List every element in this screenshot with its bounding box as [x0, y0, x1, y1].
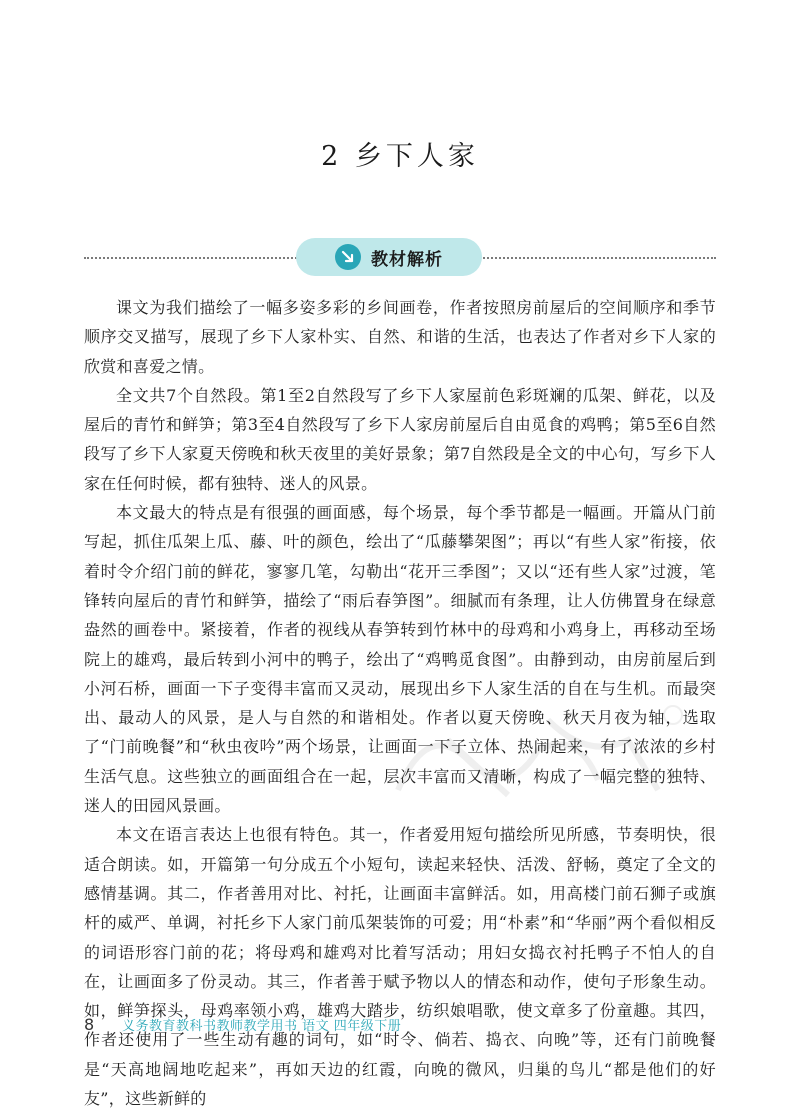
arrow-down-right-icon: [335, 244, 361, 270]
section-label: 教材解析: [371, 249, 443, 270]
section-header: [84, 238, 716, 278]
page-number: 8: [84, 1014, 95, 1034]
section-badge: [296, 238, 482, 276]
lesson-title: 2 乡下人家: [321, 141, 479, 172]
page-footer: [84, 1013, 716, 1035]
book-title: 义务教育教科书教师教学用书 语文 四年级下册: [122, 1018, 402, 1034]
paragraph: 本文在语言表达上也很有特色。其一，作者爱用短句描绘所见所感，节奏明快，很适合朗读。如，开篇第一句分成五个小短句，读起来轻快、活泼、舒畅，奠定了全文的感情基调。其二，作者善用对比、衬托，让画面丰富鲜活。如，用高楼门前石狮子或旗杆的威严、单调，衬托乡下人家门前瓜架装饰的可爱；用“朴素”和“华丽”两个看似相反的词语形容门前的花；将母鸡和雄鸡对比着写活动；用妇女捣衣衬托鸭子不怕人的自在，让画面多了份灵动。其三，作者善于赋予物以人的情态和动作，使句子形象生动。如，鲜笋探头，母鸡率领小鸡，雄鸡大踏步，纺织娘唱歌，使文章多了份童趣。其四，作者还使用了一些生动有趣的词句，如“时令、倘若、捣衣、向晚”等，还有门前晚餐是“天高地阔地吃起来”，再如天边的红霞，向晚的微风，归巢的鸟儿“都是他们的好友”，这些新鲜的: [84, 825, 716, 1109]
paragraph: 本文最大的特点是有很强的画面感，每个场景，每个季节都是一幅画。开篇从门前写起，抓住瓜架上瓜、藤、叶的颜色，绘出了“瓜藤攀架图”；再以“有些人家”衔接，依着时令介绍门前的鲜花，寥寥几笔，勾勒出“花开三季图”；又以“还有些人家”过渡，笔锋转向屋后的青竹和鲜笋，描绘了“雨后春笋图”。细腻而有条理，让人仿佛置身在绿意盎然的画卷中。紧接着，作者的视线从春笋转到竹林中的母鸡和小鸡身上，再移动至场院上的雄鸡，最后转到小河中的鸭子，绘出了“鸡鸭觅食图”。由静到动，由房前屋后到小河石桥，画面一下子变得丰富而又灵动，展现出乡下人家生活的自在与生机。而最突出、最动人的风景，是人与自然的和谐相处。作者以夏天傍晚、秋天月夜为轴，选取了“门前晚餐”和“秋虫夜吟”两个场景，让画面一下子立体、热闹起来，有了浓浓的乡村生活气息。这些独立的画面组合在一起，层次丰富而又清晰，构成了一幅完整的独特、迷人的田园风景画。: [84, 503, 716, 816]
paragraph: 课文为我们描绘了一幅多姿多彩的乡间画卷，作者按照房前屋后的空间顺序和季节顺序交叉描写，展现了乡下人家朴实、自然、和谐的生活，也表达了作者对乡下人家的欣赏和喜爱之情。: [84, 298, 716, 376]
paragraph: 全文共7个自然段。第1至2自然段写了乡下人家屋前色彩斑斓的瓜架、鲜花，以及屋后的青竹和鲜笋；第3至4自然段写了乡下人家房前屋后自由觅食的鸡鸭；第5至6自然段写了乡下人家夏天傍晚和秋天夜里的美好景象；第7自然段是全文的中心句，写乡下人家在任何时候，都有独特、迷人的风景。: [84, 385, 716, 493]
analysis-body: [84, 293, 716, 1113]
